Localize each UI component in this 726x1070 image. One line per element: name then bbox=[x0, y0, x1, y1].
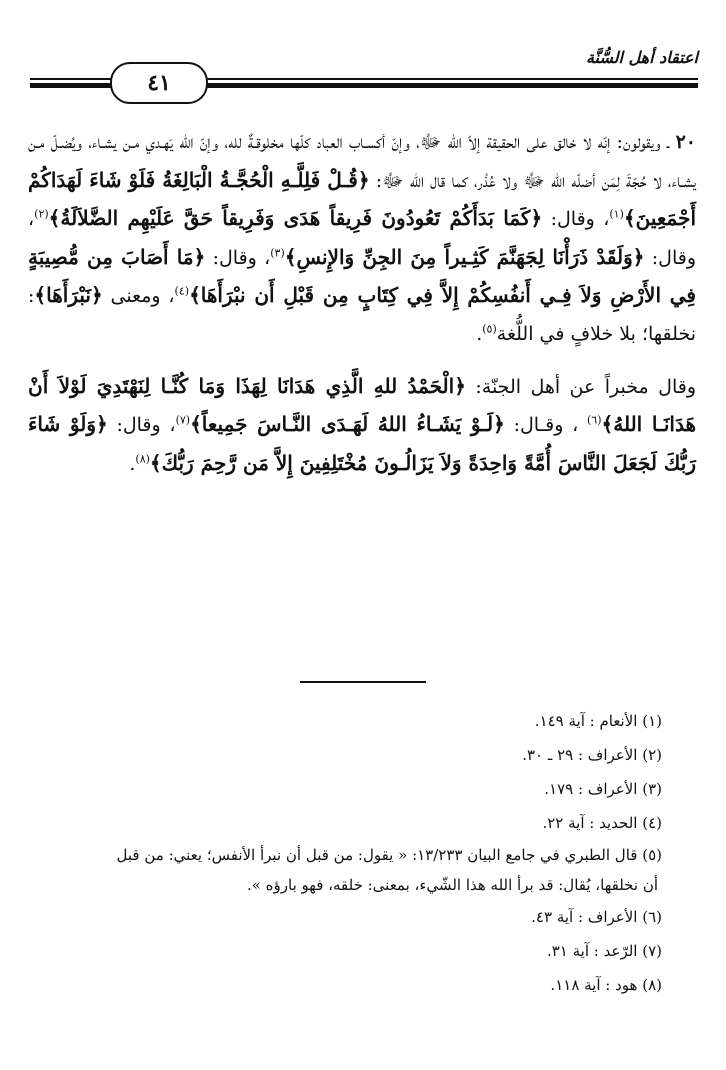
page-number: ٤١ bbox=[110, 62, 208, 104]
footnote-ref[interactable]: (٧) bbox=[175, 413, 191, 427]
quran-verse: ﴿نَبْرَأَهَا﴾ bbox=[34, 283, 103, 308]
footnote-ref[interactable]: (٣) bbox=[270, 246, 285, 260]
quran-verse: ﴿وَلَوْ شَاءَ رَبُّكَ لَجَعَلَ النَّاسَ أُمَّةً وَاحِدَةً وَلاَ يَزَالُـونَ مُخْتَلِفِينَ إِلاَّ مَن رَّحِمَ رَبُّكَ﴾ bbox=[28, 412, 696, 475]
footnote-separator bbox=[300, 681, 426, 683]
quran-verse: ﴿مَا أَصَابَ مِن مُّصِيبَةٍ فِي الأَرْضِ وَلاَ فِـي أَنفُسِكُمْ إِلاَّ فِي كِتَابٍ مِن قَبْلِ أَن نبْرَأَهَا﴾ bbox=[28, 244, 696, 308]
text-span: ، وقال: bbox=[542, 208, 610, 231]
text-span: ، وقال: bbox=[205, 246, 271, 269]
footnote-ref[interactable]: (٤) bbox=[174, 285, 190, 299]
footnote-line: (٥) قال الطبري في جامع البيان ١٣/٢٣٣: « يقول: من قبل أن نبرأ الأنفس؛ يعني: من قبل bbox=[116, 846, 662, 864]
running-title: اعتقاد أهل السُّنَّة bbox=[585, 48, 698, 67]
footnote: (٢) الأعراف : ٢٩ ـ ٣٠. bbox=[522, 746, 662, 764]
quran-verse: ﴿كَمَا بَدَأَكُمْ تَعُودُونَ فَرِيقاً هَدَى وَفَرِيقاً حَقَّ عَلَيْهِم الضَّلاَلَةُ﴾ bbox=[48, 206, 543, 231]
text-span: ، وقـال: bbox=[504, 414, 587, 437]
paragraph-1 bbox=[28, 124, 696, 354]
quran-verse: ﴿قُـلْ فَلِلَّـهِ الْحُجَّـةُ الْبَالِغَةُ فَلَوْ شَاءَ لَهَدَاكُمْ أَجْمَعِينَ﴾ bbox=[28, 167, 696, 231]
footnote-ref[interactable]: (٢) bbox=[34, 207, 49, 221]
text-span: ـ ويقولون: إنّه لا خالق على الحقيقة إلاّ الله ﷻ، وإنّ أكسـاب العباد كلّها مخلوقـةٌ لله، وإنّ الله يَهـدي مـن يشـاء، ويُضـلّ مـن يشـاء، لا حُجّةَ لِمَن أضلّه الله ﷻ ولا عُذْر، كما قال الله ﷻ: bbox=[28, 131, 696, 192]
footnote-ref[interactable]: (١) bbox=[609, 207, 624, 221]
quran-verse: ﴿الْحَمْدُ للهِ الَّذِي هَدَانَا لِهَذَا وَمَا كُنَّـا لِنَهْتَدِيَ لَوْلاَ أَنْ هَدَانَـا اللهُ﴾ bbox=[28, 373, 696, 437]
text-span: ، وقال: bbox=[107, 414, 176, 437]
quran-verse: ﴿وَلَقَدْ ذَرَأْنَا لِجَهَنَّمَ كَثِـيراً مِنَ الجِنِّ وَالإِنسِ﴾ bbox=[284, 244, 645, 269]
footnote: (٨) هود : آية ١١٨. bbox=[550, 976, 662, 994]
text-span: وقال مخبراً عن أهل الجنّة: bbox=[465, 375, 696, 398]
footnote: (٣) الأعراف : ١٧٩. bbox=[544, 780, 662, 798]
footnote: (٧) الرّعد : آية ٣١. bbox=[546, 942, 662, 960]
text-span: : نخلقها؛ بلا خلافٍ في اللُّغة bbox=[28, 285, 696, 345]
main-text bbox=[28, 124, 696, 483]
text-span: . bbox=[129, 452, 136, 475]
footnote-ref[interactable]: (٨) bbox=[135, 452, 150, 466]
footnote-ref[interactable]: (٥) bbox=[482, 322, 497, 336]
quran-verse: ﴿لَـوْ يَشَـاءُ اللهُ لَهَـدَى النَّـاسَ جَمِيعاً﴾ bbox=[190, 412, 505, 437]
footnote: (٦) الأعراف : آية ٤٣. bbox=[531, 908, 662, 926]
text-span: . bbox=[476, 322, 483, 345]
footnote-ref[interactable]: (٦) bbox=[587, 413, 602, 427]
paragraph-number: ٢٠ bbox=[675, 131, 696, 153]
footnote: (١) الأنعام : آية ١٤٩. bbox=[534, 712, 662, 730]
text-span: ، ومعنى bbox=[102, 285, 175, 308]
footnotes bbox=[26, 704, 696, 1002]
text-span: ، وقال: bbox=[28, 208, 696, 269]
footnote bbox=[26, 840, 696, 900]
footnote-line: أن نخلقها، يُقال: قد برأ الله هذا الشّيء، بمعنى: خلقه، فهو بارؤه ». bbox=[246, 876, 658, 894]
footnote: (٤) الحديد : آية ٢٢. bbox=[542, 814, 662, 832]
paragraph-2 bbox=[28, 368, 696, 484]
